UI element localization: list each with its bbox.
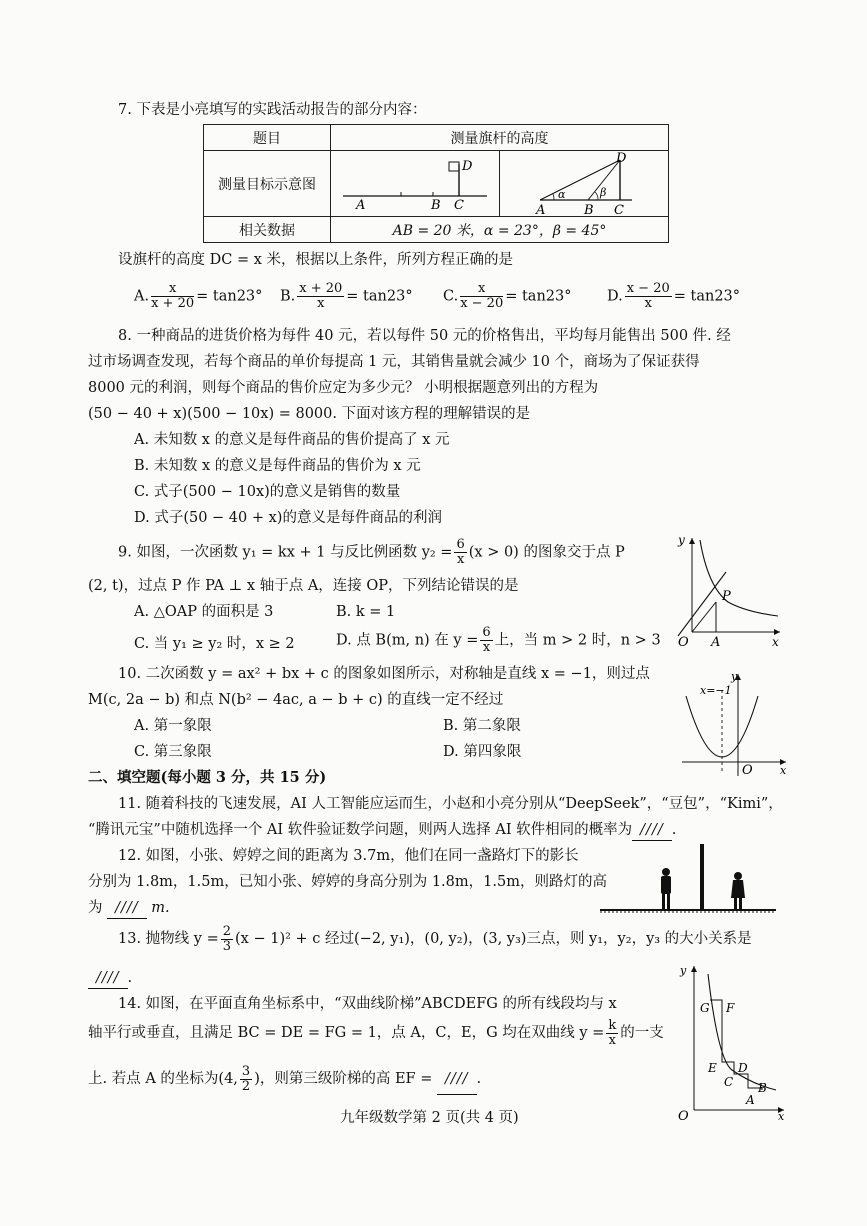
q9-option-b: B. k = 1 xyxy=(336,604,396,620)
q10-graph xyxy=(676,668,792,780)
q14-label-c: C xyxy=(724,1075,734,1089)
q7-option-b: B. $\frac{x + 20}{x}$ = tan23° xyxy=(280,281,413,311)
q14-label-f: F xyxy=(726,1001,735,1015)
q14-label-a: A xyxy=(746,1093,755,1107)
q14-staircase-graph xyxy=(672,960,790,1120)
q10-label-y: y xyxy=(731,670,738,683)
q10-label-x: x xyxy=(780,764,787,777)
q9-option-a: A. △OAP 的面积是 3 xyxy=(134,604,274,620)
q12-answer-blank: //// xyxy=(107,898,147,919)
q9-line-1: 9. 如图，一次函数 y₁ = kx + 1 与反比例函数 y₂ = $\frac{6}{x}$ (x > 0) 的图象交于点 P xyxy=(118,537,625,567)
fig1-label-c: C xyxy=(454,197,464,213)
q11-answer-blank: //// xyxy=(632,820,672,841)
q14-line-1: 14. 如图，在平面直角坐标系中，“双曲线阶梯”ABCDEFG 的所有线段均与 x xyxy=(118,996,617,1012)
table-data-label: 相关数据 xyxy=(204,217,331,243)
q7-option-a: A. $\frac{x}{x + 20}$ = tan23° xyxy=(134,281,263,311)
q9-option-c: C. 当 y₁ ≥ y₂ 时，x ≥ 2 xyxy=(134,636,295,652)
section-2-title: 二、填空题(每小题 3 分，共 15 分) xyxy=(88,769,327,786)
q9-label-p: P xyxy=(722,589,731,604)
q9-label-x: x xyxy=(772,635,779,649)
table-header-right: 测量旗杆的高度 xyxy=(331,125,669,151)
q9-option-d: D. 点 B(m, n) 在 y = $\frac{6}{x}$ 上，当 m > 2 时，n > 3 xyxy=(336,625,661,655)
q7-option-c: C. $\frac{x}{x - 20}$ = tan23° xyxy=(443,281,572,311)
q10-line-1: 10. 二次函数 y = ax² + bx + c 的图象如图所示，对称轴是直线 x = −1，则过点 xyxy=(118,666,650,682)
q10-option-d: D. 第四象限 xyxy=(443,744,522,760)
q7-stem: 7. 下表是小亮填写的实践活动报告的部分内容： xyxy=(118,102,427,118)
q10-option-b: B. 第二象限 xyxy=(443,718,521,734)
q14-label-d: D xyxy=(738,1061,748,1075)
q14-label-y: y xyxy=(680,964,687,977)
q13-line-1: 13. 抛物线 y = $\frac{2}{3}$ (x − 1)² + c 经过(−2, y₁)，(0, y₂)，(3, y₃)三点，则 y₁，y₂，y₃ 的大小关系是 xyxy=(118,923,752,954)
q8-option-c: C. 式子(500 − 10x)的意义是销售的数量 xyxy=(134,484,401,500)
q13-line-2: //// . xyxy=(88,968,132,989)
q13-answer-blank: //// xyxy=(88,968,128,989)
fig1-label-a: A xyxy=(356,197,366,213)
fig1-label-b: B xyxy=(431,197,441,213)
q12-line-1: 12. 如图，小张、婷婷之间的距离为 3.7m，他们在同一盏路灯下的影长 xyxy=(118,848,579,864)
q9-label-y: y xyxy=(678,533,685,547)
fig2-label-c: C xyxy=(614,202,624,216)
q14-label-g: G xyxy=(700,1001,710,1015)
q14-label-o: O xyxy=(678,1109,689,1120)
fig2-label-alpha: α xyxy=(558,187,566,201)
q9-label-a: A xyxy=(711,635,721,650)
q9-line-2: (2, t)，过点 P 作 PA ⊥ x 轴于点 A，连接 OP，下列结论错误的是 xyxy=(88,578,519,594)
q9-graph xyxy=(668,532,788,650)
q12-streetlight-figure xyxy=(596,840,780,916)
q14-label-x: x xyxy=(778,1110,785,1120)
q7-lead: 设旗杆的高度 DC = x 米，根据以上条件，所列方程正确的是 xyxy=(118,252,513,268)
q8-line-2: 过市场调查发现，若每个商品的单价每提高 1 元，其销售量就会减少 10 个，商场为了保证获得 xyxy=(88,354,700,370)
q14-line-3: 上. 若点 A 的坐标为(4, $\frac{3}{2}$ )，则第三级阶梯的高 EF = //// . xyxy=(88,1063,482,1094)
q7-option-d: D. $\frac{x - 20}{x}$ = tan23° xyxy=(607,281,741,311)
report-table xyxy=(203,124,669,243)
q14-answer-blank: //// xyxy=(437,1064,477,1095)
page-footer: 九年级数学第 2 页(共 4 页) xyxy=(340,1110,519,1126)
table-diagram-label: 测量目标示意图 xyxy=(204,151,331,217)
table-data-value: AB = 20 米，α = 23°，β = 45° xyxy=(331,217,669,243)
q9-label-o: O xyxy=(678,635,689,650)
q14-label-e: E xyxy=(708,1061,717,1075)
fig2-label-beta: β xyxy=(600,185,607,199)
q11-line-2: “腾讯元宝”中随机选择一个 AI 软件验证数学问题，则两人选择 AI 软件相同的概率为 //// . xyxy=(88,820,676,841)
q10-label-o: O xyxy=(742,763,753,778)
q11-line-1: 11. 随着科技的飞速发展，AI 人工智能应运而生，小赵和小亮分别从“DeepSeek”，“豆包”，“Kimi”， xyxy=(118,796,783,812)
fig2-label-a: A xyxy=(536,202,546,216)
q8-option-a: A. 未知数 x 的意义是每件商品的售价提高了 x 元 xyxy=(134,432,450,448)
fig2-label-b: B xyxy=(584,202,594,216)
q10-line-2: M(c, 2a − b) 和点 N(b² − 4ac, a − b + c) 的直线一定不经过 xyxy=(88,692,504,708)
q8-line-4: (50 − 40 + x)(500 − 10x) = 8000. 下面对该方程的理解错误的是 xyxy=(88,406,531,422)
fig2-label-d: D xyxy=(616,151,627,166)
table-header-left: 题目 xyxy=(204,125,331,151)
q12-line-3: 为 //// m. xyxy=(88,898,170,919)
fig1-label-d: D xyxy=(462,158,473,174)
q14-label-b: B xyxy=(758,1081,767,1095)
q12-line-2: 分别为 1.8m，1.5m，已知小张、婷婷的身高分别为 1.8m，1.5m，则路灯的高 xyxy=(88,874,607,890)
flagpole-diagram-1 xyxy=(331,151,500,217)
q8-line-3: 8000 元的利润，则每个商品的售价应定为多少元？ 小明根据题意列出的方程为 xyxy=(88,380,599,396)
q14-line-2: 轴平行或垂直，且满足 BC = DE = FG = 1，点 A，C，E，G 均在双曲线 y = $\frac{k}{x}$ 的一支 xyxy=(88,1017,664,1048)
flagpole-diagram-2 xyxy=(500,151,669,217)
q10-option-a: A. 第一象限 xyxy=(134,718,212,734)
q8-option-b: B. 未知数 x 的意义是每件商品的售价为 x 元 xyxy=(134,458,421,474)
q10-axis-label: x=−1 xyxy=(700,684,732,697)
q8-option-d: D. 式子(50 − 40 + x)的意义是每件商品的利润 xyxy=(134,510,442,526)
q10-option-c: C. 第三象限 xyxy=(134,744,212,760)
q8-line-1: 8. 一种商品的进货价格为每件 40 元，若以每件 50 元的价格售出，平均每月能售出 500 件. 经 xyxy=(118,328,731,344)
